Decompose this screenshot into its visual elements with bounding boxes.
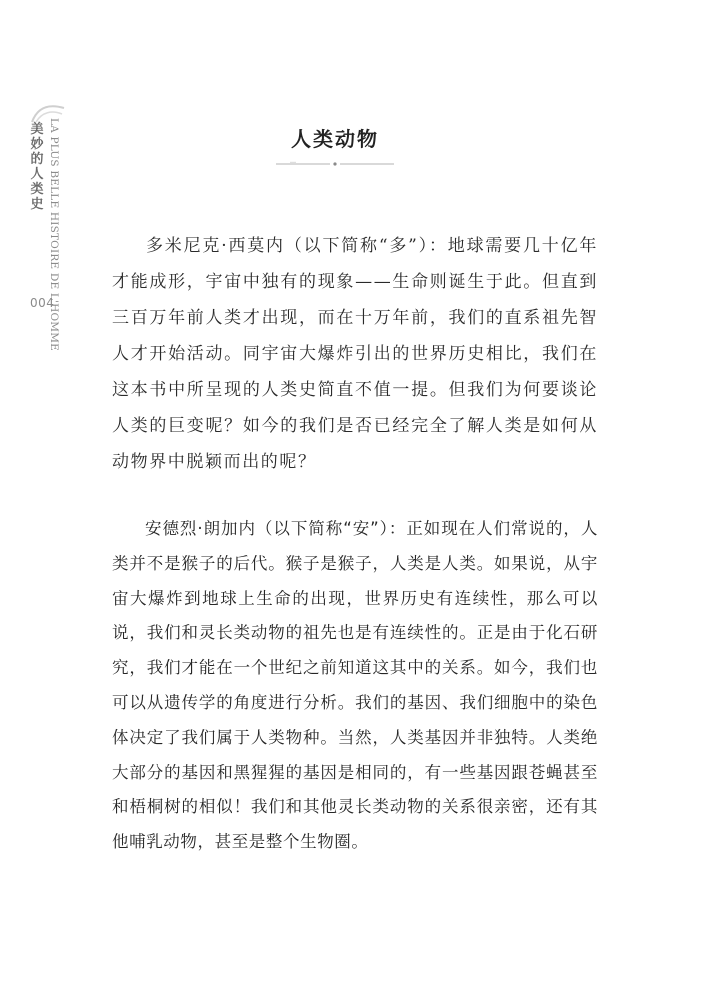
chapter-title: 人类动物 — [291, 127, 379, 151]
paragraph-dominique: 多米尼克·西莫内（以下简称“多”）：地球需要几十亿年才能成形，宇宙中独有的现象——生命则诞生于此。但直到三百万年前人类才出现，而在十万年前，我们的直系祖先智人才开始活动。同宇宙大爆炸引出的世界历史相比，我们在这本书中所呈现的人类史简直不值一提。但我们为何要谈论人类的巨变呢？如今的我们是否已经完全了解人类是如何从动物界中脱颖而出的呢？ — [112, 236, 598, 472]
page-number: 004 — [30, 296, 55, 310]
chapter-heading — [270, 126, 400, 171]
paragraph-andre: 安德烈·朗加内（以下简称“安”）：正如现在人们常说的，人类并不是猴子的后代。猴子是猴子，人类是人类。如果说，从宇宙大爆炸到地球上生命的出现，世界历史有连续性，那么可以说，我们和灵长类动物的祖先也是有连续性的。正是由于化石研究，我们才能在一个世纪之前知道这其中的关系。如今，我们也可以从遗传学的角度进行分析。我们的基因、我们细胞中的染色体决定了我们属于人类物种。当然，人类基因并非独特。人类绝大部分的基因和黑猩猩的基因是相同的，有一些基因跟苍蝇甚至和梧桐树的相似！我们和其他灵长类动物的关系很亲密，还有其他哺乳动物，甚至是整个生物圈。 — [112, 519, 598, 852]
title-underline-ornament — [276, 161, 394, 167]
running-head-book-title: 美妙的人类史 — [30, 122, 44, 212]
running-head-original-title: LA PLUS BELLE HISTOIRE DE L'HOMME — [48, 118, 60, 352]
